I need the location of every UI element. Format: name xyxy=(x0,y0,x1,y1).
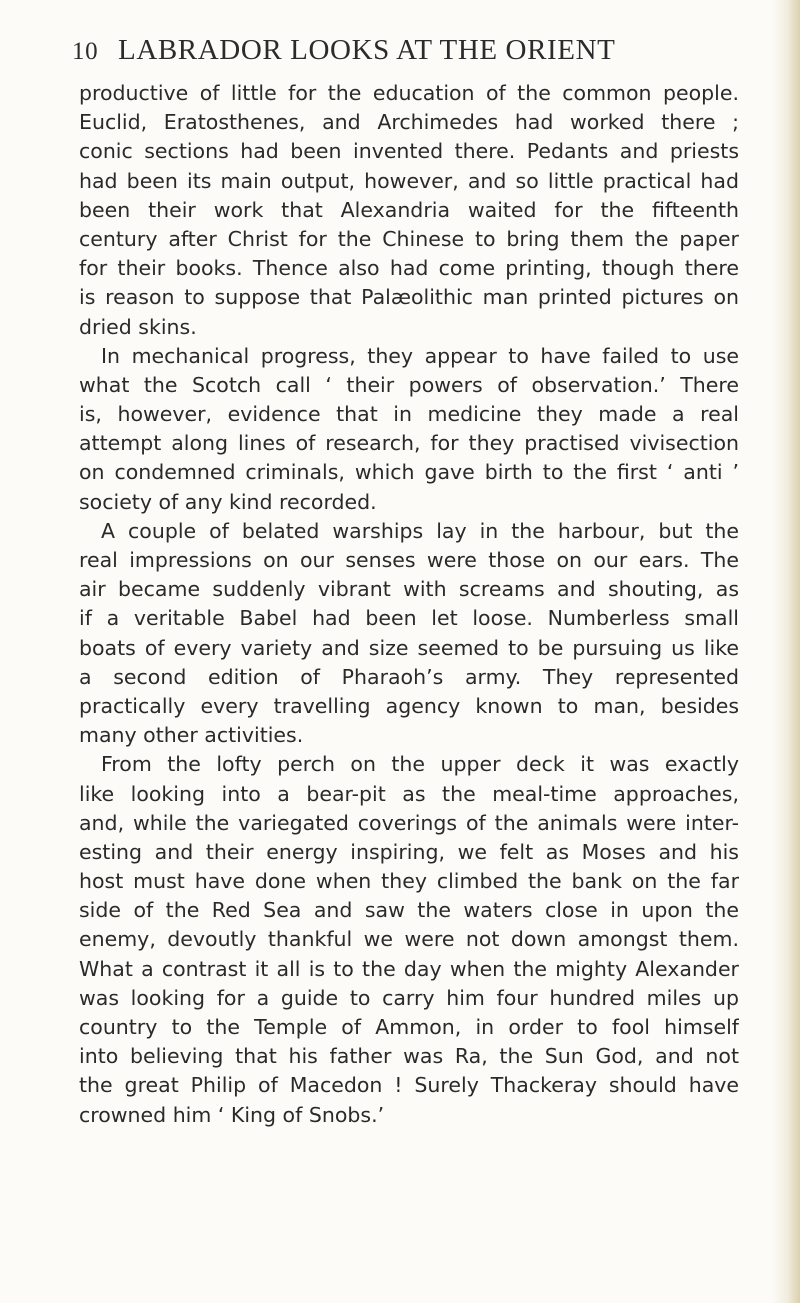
text-line: society of any kind recorded. xyxy=(79,489,377,514)
text-line: the great Philip of Macedon ! Surely Thackeray should have xyxy=(79,1073,739,1098)
page-number: 10 xyxy=(72,38,99,65)
text-line: if a veritable Babel had been let loose. Numberless small xyxy=(79,606,739,631)
text-line: enemy, devoutly thankful we were not down amongst them. xyxy=(79,927,739,952)
text-line: productive of little for the education of the common people. xyxy=(79,81,739,105)
text-line: like looking into a bear-pit as the meal-time approaches, xyxy=(79,781,739,806)
text-line: had been its main output, however, and so little practical had xyxy=(79,168,739,193)
running-title: LABRADOR LOOKS AT THE ORIENT xyxy=(118,34,616,66)
text-line: was looking for a guide to carry him four hundred miles up xyxy=(79,985,739,1010)
text-line: been their work that Alexandria waited for the fifteenth xyxy=(79,197,739,222)
text-line: air became suddenly vibrant with screams and shouting, as xyxy=(79,577,739,602)
text-line: a second edition of Pharaoh’s army. They represented xyxy=(79,664,739,689)
text-line: century after Christ for the Chinese to bring them the paper xyxy=(79,226,739,251)
text-line: esting and their energy inspiring, we felt as Moses and his xyxy=(79,839,739,864)
text-line: practically every travelling agency known to man, besides xyxy=(79,693,739,718)
text-line: A couple of belated warships lay in the harbour, but the xyxy=(101,518,739,543)
text-line: dried skins. xyxy=(79,314,197,339)
text-line: is reason to suppose that Palæolithic man printed pictures on xyxy=(79,285,739,310)
text-line: country to the Temple of Ammon, in order to fool himself xyxy=(79,1015,739,1039)
text-line: host must have done when they climbed the bank on the far xyxy=(79,869,739,894)
text-line: From the lofty perch on the upper deck it was exactly xyxy=(101,752,739,777)
text-line: conic sections had been invented there. Pedants and priests xyxy=(79,139,739,164)
text-line: for their books. Thence also had come printing, though there xyxy=(79,256,739,281)
text-line: on condemned criminals, which gave birth to the first ‘ anti ’ xyxy=(79,460,739,485)
running-head xyxy=(72,34,732,74)
text-line: crowned him ‘ King of Snobs.’ xyxy=(79,1102,385,1127)
text-line: What a contrast it all is to the day when the mighty Alexander xyxy=(79,956,739,981)
text-line: is, however, evidence that in medicine they made a real xyxy=(79,402,739,427)
text-line: and, while the variegated coverings of the animals were inter- xyxy=(79,810,739,835)
body-text xyxy=(79,79,739,1130)
text-line: side of the Red Sea and saw the waters close in upon the xyxy=(79,898,739,923)
text-line: attempt along lines of research, for they practised vivisection xyxy=(79,431,739,456)
text-line: boats of every variety and size seemed to be pursuing us like xyxy=(79,635,739,660)
text-line: In mechanical progress, they appear to have failed to use xyxy=(101,343,739,368)
text-line: Euclid, Eratosthenes, and Archimedes had worked there ; xyxy=(79,110,739,135)
text-line: what the Scotch call ‘ their powers of observation.’ There xyxy=(79,372,739,397)
page-edge-shadow xyxy=(772,0,800,1303)
text-line: real impressions on our senses were those on our ears. The xyxy=(79,548,739,572)
text-line: into believing that his father was Ra, the Sun God, and not xyxy=(79,1044,739,1069)
text-line: many other activities. xyxy=(79,723,304,748)
